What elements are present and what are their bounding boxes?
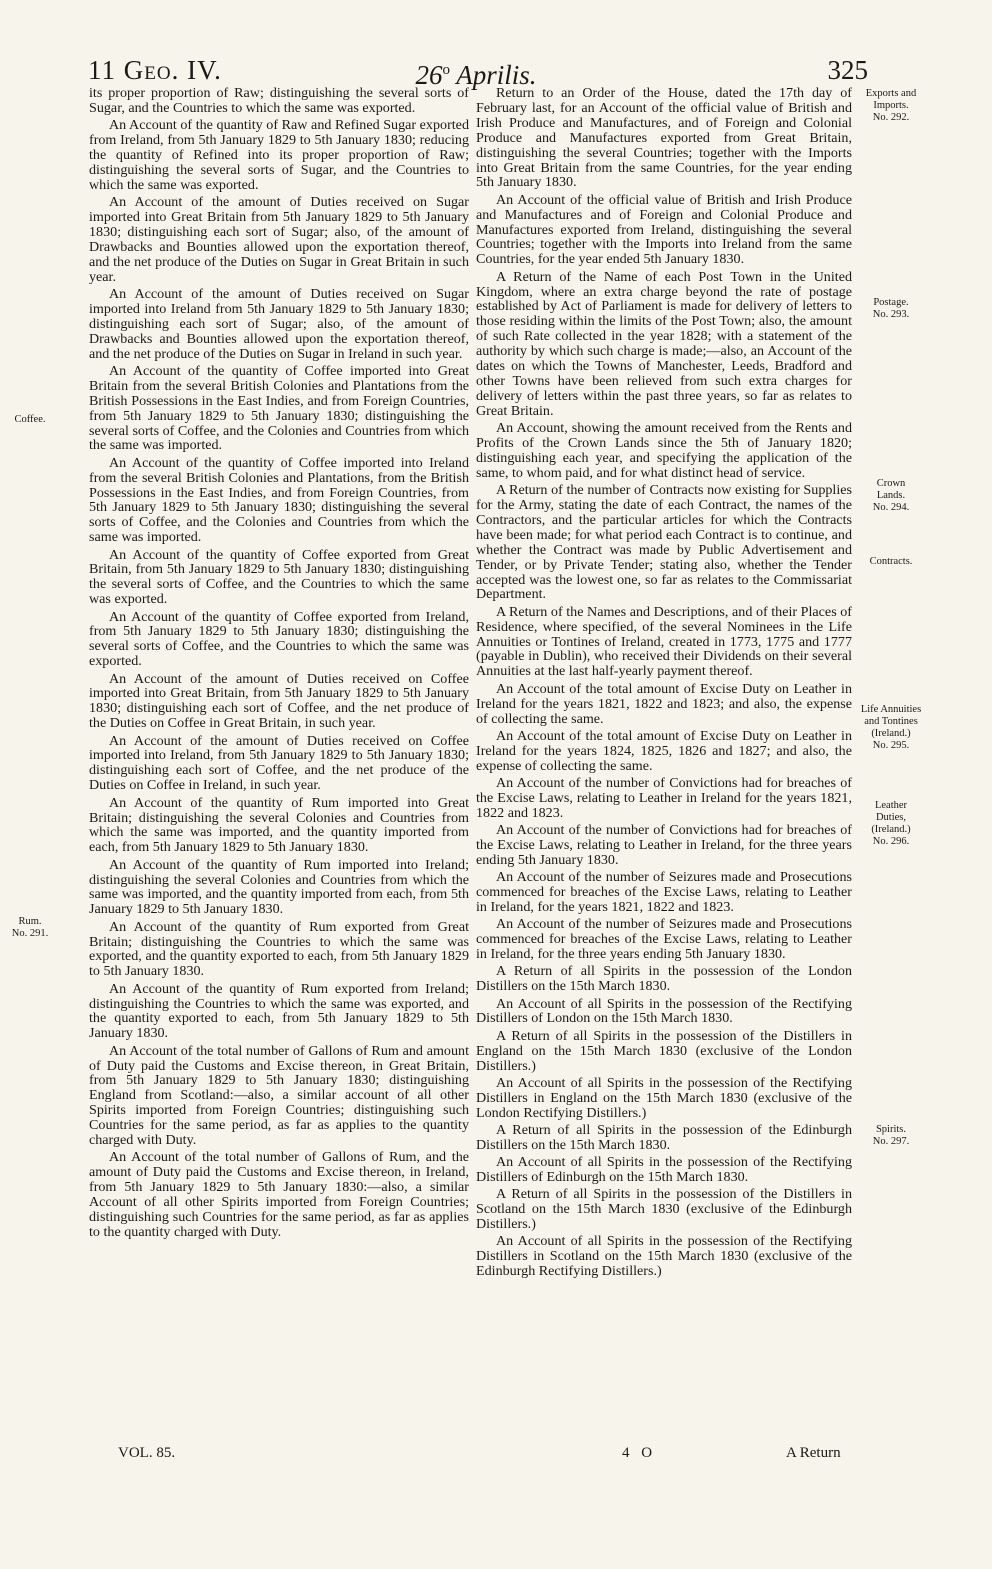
margin-note-exports: Exports and Imports. No. 292.	[865, 88, 917, 123]
entry: A Return of the Names and Descriptions, and of their Places of Residence, where specified, of the several Nominees in the Life Annuities or Tontines of Ireland, created in 1773, 1775 and 1777 (payable in Dublin), who received their Dividends on their several Annuities at the last half-yearly payment thereof.	[476, 603, 852, 680]
entry: An Account of the amount of Duties received on Sugar imported into Great Britain from 5th January 1829 to 5th January 1830; distinguishing each sort of Sugar; also, of the amount of Drawbacks and Bounties allowed upon the exportation thereof, and the net produce of the Duties on Sugar in Great Britain in such year.	[89, 194, 469, 285]
regnal-year	[88, 52, 222, 88]
margin-note-rum: Rum. No. 291.	[11, 916, 49, 939]
entry: An Account of the total amount of Excise Duty on Leather in Ireland for the years 1824, 1825, 1826 and 1827; and also, the expense of collecting the same.	[476, 727, 852, 774]
entry: An Account of the quantity of Rum imported into Great Britain; distinguishing the several Colonies and Countries from which the same was imported, and the quantity imported from each, from 5th January 1829 to 5th January 1830.	[89, 794, 469, 856]
volume-label: VOL. 85.	[118, 1445, 176, 1461]
margin-note-leather-duties: Leather Duties, (Ireland.) No. 296.	[871, 800, 911, 847]
entry: An Account of the total number of Gallons of Rum, and the amount of Duty paid the Customs and Excise thereon, in Ireland, from 5th January 1829 to 5th January 1830:—also, a similar Account of all other Spirits imported from Foreign Countries; distinguishing such Countries for the same period, as far as applies to the quantity charged with Duty.	[89, 1149, 469, 1240]
entry: An Account of the quantity of Coffee exported from Great Britain, from 5th January 1829 to 5th January 1830; distinguishing the several sorts of Coffee, and the Countries to which the same was exported.	[89, 546, 469, 608]
margin-note-coffee: Coffee.	[14, 414, 46, 425]
entry: A Return of all Spirits in the possession of the Edinburgh Distillers on the 15th March 1830.	[476, 1121, 852, 1153]
entry: An Account of the quantity of Coffee imported into Great Britain from the several British Colonies and Plantations from the British Possessions in the East Indies, and from Foreign Countries, from 5th January 1829 to 5th January 1830; distinguishing the several sorts of Coffee, and the Colonies and Countries from which the same was imported.	[89, 362, 469, 454]
entry: An Account of the total number of Gallons of Rum and amount of Duty paid the Customs and Excise thereon, in Great Britain, from 5th January 1829 to 5th January 1830; distinguishing England from Scotland:—also, a similar account of all other Spirits imported from Foreign Countries; distinguishing such Countries for the same period, as far as applies to the quantity charged with Duty.	[89, 1042, 469, 1149]
date-superscript: o	[442, 62, 450, 78]
entry: An Account of the official value of British and Irish Produce and Manufactures and of Foreign and Colonial Produce and Manufactures exported from Ireland, distinguishing the several Countries; together with the Imports into Ireland from the same Countries, for the year ended 5th January 1830.	[476, 191, 852, 268]
entry: An Account of the quantity of Rum imported into Ireland; distinguishing the several Colonies and Countries from which the same was imported, and the quantity imported from each, from 5th January 1829 to 5th January 1830.	[89, 856, 469, 918]
entry: An Account of the number of Convictions had for breaches of the Excise Laws, relating to Leather in Ireland for the years 1821, 1822 and 1823.	[476, 774, 852, 821]
date-word: Aprilis.	[456, 60, 537, 90]
entry: An Account of the quantity of Coffee exported from Ireland, from 5th January 1829 to 5th January 1830; distinguishing the several sorts of Coffee, and the Countries to which the same was exported.	[89, 608, 469, 670]
entry: An Account of the amount of Duties received on Coffee imported into Ireland, from 5th January 1829 to 5th January 1830; distinguishing each sort of Coffee, and the net produce of the Duties on Coffee in Ireland, in such year.	[89, 732, 469, 794]
margin-note-contracts: Contracts.	[869, 556, 913, 567]
entry: An Account of the quantity of Raw and Refined Sugar exported from Ireland, from 5th January 1829 to 5th January 1830; reducing the quantity of Refined into its proper proportion of Raw; distinguishing the several sorts of Sugar, and the Countries to which the same was exported.	[89, 117, 469, 193]
regnal-abbr: Geo. IV.	[123, 55, 222, 85]
left-column	[89, 86, 469, 1242]
margin-note-spirits: Spirits. No. 297.	[872, 1124, 910, 1147]
entry: A Return of all Spirits in the possession of the Distillers in England on the 15th March 1830 (exclusive of the London Distillers.)	[476, 1027, 852, 1074]
right-column	[476, 86, 852, 1282]
entry: An Account of all Spirits in the possession of the Rectifying Distillers in England on the 15th March 1830 (exclusive of the London Rectifying Distillers.)	[476, 1074, 852, 1121]
entry: An Account of the number of Seizures made and Prosecutions commenced for breaches of the Excise Laws, relating to Leather in Ireland, for the three years ending 5th January 1830.	[476, 916, 852, 963]
session-date	[376, 52, 576, 88]
entry: An Account, showing the amount received from the Rents and Profits of the Crown Lands since the 5th of January 1820; distinguishing each year, and specifying the application of the same, to whom paid, and for what distinct head of service.	[476, 420, 852, 481]
catchword: A Return	[786, 1445, 841, 1461]
entry: An Account of the number of Seizures made and Prosecutions commenced for breaches of the Excise Laws, relating to Leather in Ireland, for the years 1821, 1822 and 1823.	[476, 869, 852, 915]
entry: An Account of the amount of Duties received on Sugar imported into Ireland from 5th January 1829 to 5th January 1830; distinguishing each sort of Sugar; also, of the amount of Drawbacks and Bounties allowed upon the exportation thereof, and the net produce of the Duties on Sugar in Ireland in such year.	[89, 285, 469, 362]
entry: An Account of all Spirits in the possession of the Rectifying Distillers of London on the 15th March 1830.	[476, 995, 852, 1027]
margin-note-postage: Postage. No. 293.	[872, 297, 910, 320]
entry: Return to an Order of the House, dated the 17th day of February last, for an Account of the official value of British and Irish Produce and Manufactures, and of Foreign and Colonial Produce and Manufactures exported from Great Britain, distinguishing the several Countries; together with the Imports into Great Britain from the same Countries, for the year ending 5th January 1830.	[476, 85, 852, 191]
entry: An Account of all Spirits in the possession of the Rectifying Distillers of Edinburgh on the 15th March 1830.	[476, 1154, 852, 1186]
entry: An Account of the amount of Duties received on Coffee imported into Great Britain, from 5th January 1829 to 5th January 1830; distinguishing each sort of Coffee, and the net produce of the Duties on Coffee in Great Britain, in such year.	[89, 670, 469, 732]
regnal-number: 11	[88, 55, 116, 85]
page-number: 325	[827, 55, 868, 85]
margin-note-crown-lands: Crown Lands. No. 294.	[872, 478, 910, 513]
entry: An Account of the total amount of Excise Duty on Leather in Ireland for the years 1821, 1822 and 1823; and also, the expense of collecting the same.	[476, 680, 852, 727]
entry: An Account of the quantity of Rum exported from Great Britain; distinguishing the Countries to which the same was exported, and the quantity exported to each, from 5th January 1829 to 5th January 1830.	[89, 918, 469, 980]
entry: its proper proportion of Raw; distinguishing the several sorts of Sugar, and the Countries to which the same was exported.	[89, 85, 469, 116]
entry: A Return of the Name of each Post Town in the United Kingdom, where an extra charge beyond the rate of postage established by Act of Parliament is made for delivery of letters to those residing within the limits of the Post Town; also, the amount of such Rate collected in the year 1828; with a statement of the authority by which such charge is made;—also, an Account of the dates on which the Towns of Manchester, Leeds, Bradford and other Towns have been relieved from such extra charges for delivery of letters within the past three years, so far as relates to Great Britain.	[476, 268, 852, 419]
entry: An Account of the number of Convictions had for breaches of the Excise Laws, relating to Leather in Ireland, for the three years ending 5th January 1830.	[476, 822, 852, 868]
entry: An Account of all Spirits in the possession of the Rectifying Distillers in Scotland on the 15th March 1830 (exclusive of the Edinburgh Rectifying Distillers.)	[476, 1233, 852, 1280]
entry: A Return of the number of Contracts now existing for Supplies for the Army, stating the date of each Contract, the names of the Contractors, and the particular articles for which the Contracts have been made; for what period each Contract is to continue, and whether the Contract was made by Public Advertisement and Tender, or by Private Tender; stating also, whether the Tender accepted was the lowest one, so far as relates to the Commissariat Department.	[476, 482, 852, 603]
entry: A Return of all Spirits in the possession of the London Distillers on the 15th March 1830.	[476, 963, 852, 995]
entry: An Account of the quantity of Coffee imported into Ireland from the several British Colonies and Plantations, from the British Possessions in the East Indies, and from Foreign Countries, from 5th January 1829 to 5th January 1830; distinguishing the several sorts of Coffee, and the Colonies and Countries from which the same was imported.	[89, 454, 469, 546]
margin-note-life-annuities: Life Annuities and Tontines (Ireland.) No. 295.	[860, 704, 922, 751]
date-number: 26	[415, 60, 443, 90]
entry: A Return of all Spirits in the possession of the Distillers in Scotland on the 15th March 1830 (exclusive of the Edinburgh Distillers.)	[476, 1186, 852, 1233]
signature-mark: 4 O	[622, 1445, 657, 1461]
entry: An Account of the quantity of Rum exported from Ireland; distinguishing the Countries to which the same was exported, and the quantity exported to each, from 5th January 1829 to 5th January 1830.	[89, 980, 469, 1042]
